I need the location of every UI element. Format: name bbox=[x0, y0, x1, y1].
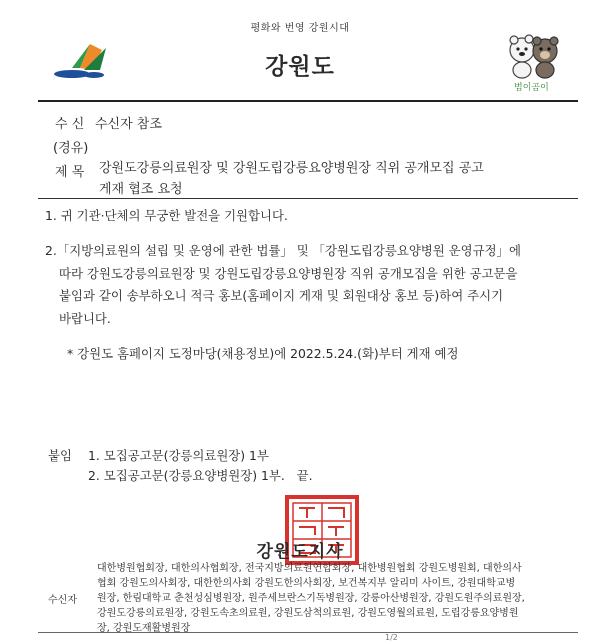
header-divider bbox=[38, 100, 578, 102]
body-item-2-line-2: 따라 강원도강릉의료원장 및 강원도립강릉요양병원장 직위 공개모집을 위한 공고문을 bbox=[59, 266, 518, 281]
recipient-value: 수신자 참조 bbox=[95, 117, 162, 132]
body-item-2-line-3: 붙임과 같이 송부하오니 적극 홍보(홈페이지 게재 및 회원대상 홍보 등)하여 주시기 bbox=[59, 288, 504, 303]
body-item-1: 1. 귀 기관·단체의 무궁한 발전을 기원합니다. bbox=[45, 208, 288, 223]
via-label: (경유) bbox=[53, 141, 89, 156]
body-item-2-line-1: 2.「지방의료원의 설립 및 운영에 관한 법률」 및 「강원도립강릉요양병원 운영규정」에 bbox=[45, 243, 521, 258]
subject-line-2: 게재 협조 요청 bbox=[99, 182, 183, 197]
recipient-label: 수 신 bbox=[55, 117, 85, 132]
subject-line-1: 강원도강릉의료원장 및 강원도립강릉요양병원장 직위 공개모집 공고 bbox=[99, 161, 484, 176]
recipients-line-4: 강원도강릉의료원장, 강원도속초의료원, 강원도삼척의료원, 강원도영월의료원, 도립강릉요양병원 bbox=[97, 608, 519, 619]
body-note: * 강원도 홈페이지 도정마당(채용정보)에 2022.5.24.(화)부터 게재 예정 bbox=[67, 346, 459, 361]
recipients-label: 수신자 bbox=[48, 595, 77, 606]
recipients-line-3: 원장, 한림대학교 춘천성심병원장, 원주세브란스기독병원장, 강릉아산병원장, 강원도원주의료원장, bbox=[97, 593, 525, 604]
subject-label: 제 목 bbox=[55, 165, 85, 180]
header-slogan: 평화와 번영 강원시대 bbox=[250, 23, 350, 34]
attachment-label: 붙임 bbox=[48, 448, 72, 463]
footer-divider bbox=[38, 632, 578, 633]
signer-title: 강원도지사 bbox=[256, 542, 344, 562]
attachment-item-2: 2. 모집공고문(강릉요양병원장) 1부. 끝. bbox=[88, 468, 313, 483]
attachment-item-1: 1. 모집공고문(강릉의료원장) 1부 bbox=[88, 448, 269, 463]
mascot-caption: 범이곰이 bbox=[514, 83, 549, 93]
body-item-2-line-4: 바랍니다. bbox=[59, 311, 111, 326]
recipients-line-5: 장, 강원도재활병원장 bbox=[97, 623, 191, 634]
subject-divider bbox=[38, 198, 578, 199]
organization-title: 강원도 bbox=[265, 54, 335, 80]
recipients-line-1: 대한병원협회장, 대한의사협회장, 전국지방의료원연합회장, 대한병원협회 강원도병원회, 대한의사 bbox=[97, 563, 522, 574]
page-indicator: 1/2 bbox=[385, 633, 398, 642]
recipients-line-2: 협회 강원도의사회장, 대한한의사회 강원도한의사회장, 보건복지부 알리미 사이트, 강원대학교병 bbox=[97, 578, 516, 589]
